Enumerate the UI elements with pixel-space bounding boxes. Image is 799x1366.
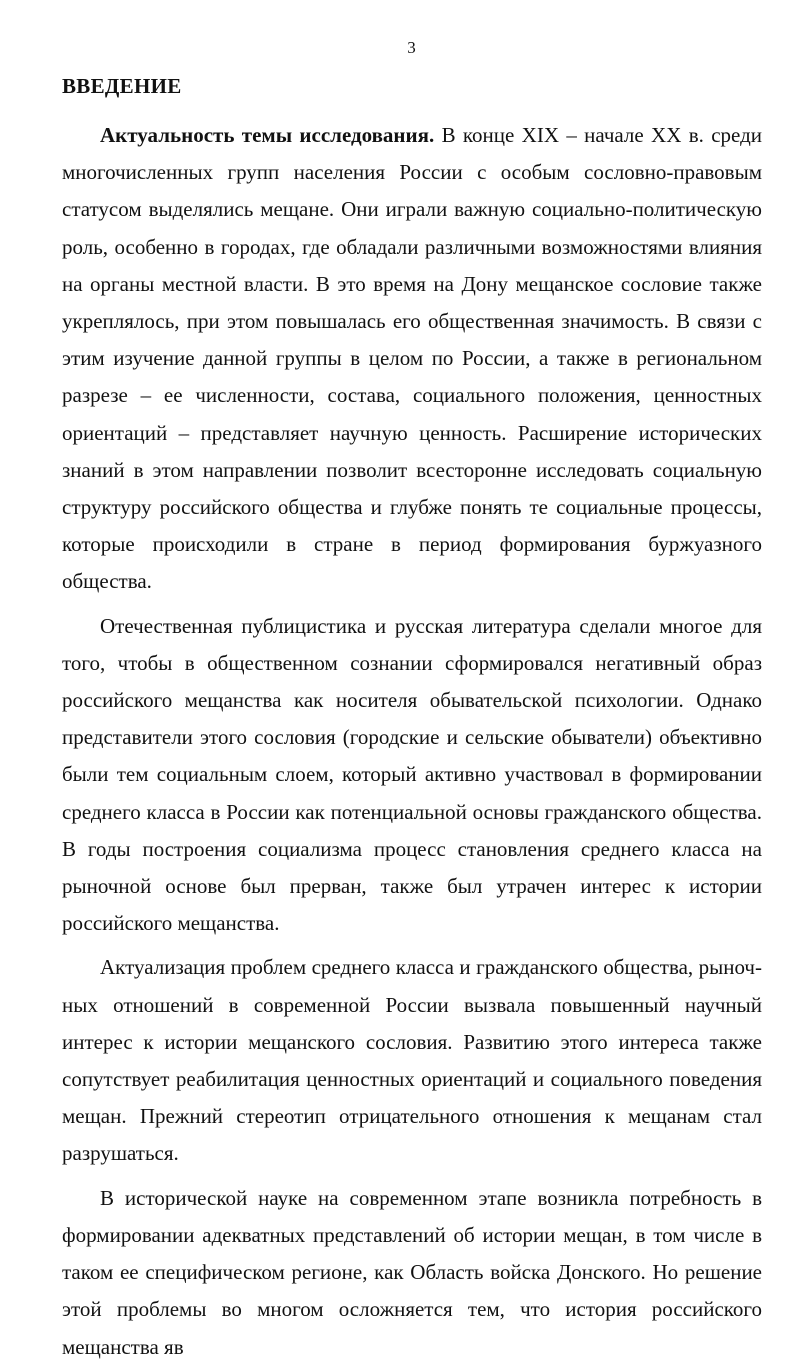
- paragraph-lead: Актуальность темы исследования.: [100, 123, 435, 147]
- paragraph-text: Актуализация проблем среднего класса и гражданского общества, рыночных отношений в современной России вызвала повышенный научный интерес к истории мещанского сословия. Развитию этого интереса также сопутствует реабилитация ценностных ориентаций и социального поведения мещан. Прежний стереотип отрицательного отношения к мещанам стал разрушаться.: [62, 955, 762, 1166]
- paragraph-publicism: [62, 608, 762, 943]
- paragraph-text: В исторической науке на современном этапе возникла потребность в формировании адекватных представлений об истории мещан, в том числе в таком ее специфическом регионе, как Область войска Донского. Но решение этой проблемы во многом осложняется тем, что история российского мещанства яв: [62, 1185, 762, 1359]
- page-number: 3: [407, 38, 416, 57]
- paragraph-text: В конце XIX – начале XX в. среди многочисленных групп населения России с особым сословно-правовым статусом выделялись мещане. Они играли важную социально-политическую роль, особенно в городах, где обладали различными возможностями влияния на органы местной власти. В это время на Дону мещанское сословие также укреплялось, при этом повышалась его общественная значимость. В связи с этим изучение данной группы в целом по России, а также в региональном разрезе – ее численности, состава, социального положения, ценностных ориентаций – представляет научную ценность. Расширение исторических знаний в этом направлении позволит всесторонне исследовать социальную структуру российского общества и глубже понять те социальные процессы, которые происходили в стране в период формирования буржуазного общества.: [62, 123, 762, 594]
- section-heading: ВВЕДЕНИЕ: [62, 74, 182, 98]
- paragraph-relevance: [62, 117, 762, 601]
- paragraph-actualization: [62, 949, 762, 1172]
- body-text: [62, 117, 762, 1366]
- paragraph-text: Отечественная публицистика и русская литература сделали многое для того, чтобы в общественном сознании сформировался негативный образ российского мещанства как носителя обывательской психологии. Однако представители этого сословия (городские и сельские обыватели) объективно были тем социальным слоем, который активно участвовал в формировании среднего класса в России как потенциальной основы гражданского общества. В годы построения социализма процесс становления среднего класса на рыночной основе был прерван, также был утрачен интерес к истории российского мещанства.: [62, 613, 762, 936]
- paragraph-historical-science: [62, 1180, 762, 1366]
